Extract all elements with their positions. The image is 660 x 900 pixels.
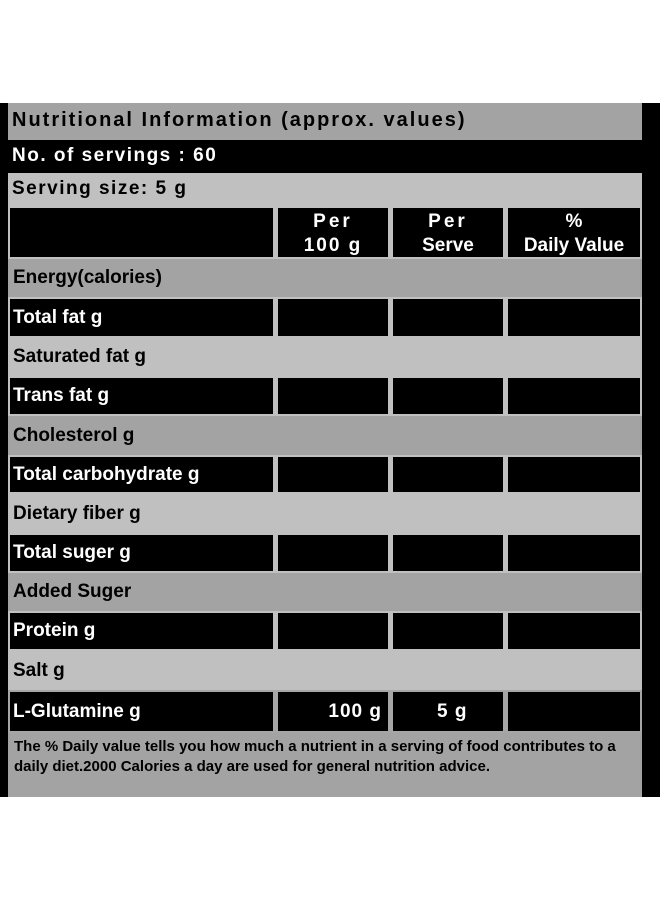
nutrient-label: Added Suger — [13, 581, 132, 602]
nutrient-row — [8, 651, 642, 690]
header-text: 100 g — [303, 235, 363, 256]
per-100g-cell — [278, 692, 388, 731]
nutrient-label: Salt g — [13, 659, 65, 681]
serving-size-row — [8, 173, 642, 206]
nutrient-row — [8, 494, 642, 533]
per-serve-cell — [393, 299, 503, 336]
nutrient-row — [8, 338, 642, 376]
per-100g-cell — [278, 457, 388, 492]
per-100g-value: 100 g — [328, 700, 382, 722]
nutrient-row — [8, 416, 642, 455]
nutrient-row — [8, 611, 642, 651]
nutrient-row — [8, 533, 642, 573]
header-per-100g — [278, 208, 388, 257]
daily-value-cell — [508, 692, 640, 731]
header-text: Serve — [422, 235, 474, 256]
per-serve-cell — [393, 692, 503, 731]
nutrient-row — [8, 455, 642, 494]
nutrient-row — [8, 297, 642, 338]
nutrient-label-cell — [10, 299, 273, 336]
nutrient-label-cell — [10, 378, 273, 414]
nutrition-label — [0, 103, 660, 797]
daily-value-cell — [508, 535, 640, 571]
daily-value-cell — [508, 299, 640, 336]
header-per-serve — [393, 208, 503, 257]
nutrient-label-cell — [10, 692, 273, 731]
header-row — [8, 206, 642, 259]
nutrient-label: Total carbohydrate g — [13, 463, 200, 485]
nutrient-label: L-Glutamine g — [13, 700, 141, 722]
nutrient-label-cell — [10, 613, 273, 649]
per-100g-cell — [278, 535, 388, 571]
nutrient-label: Dietary fiber g — [13, 502, 141, 524]
footnote: The % Daily value tells you how much a nutrient in a serving of food contributes to a daily diet.2000 Calories a day are used for general nutrition advice. — [8, 733, 642, 797]
per-serve-cell — [393, 613, 503, 649]
nutrient-row — [8, 573, 642, 611]
nutrient-label-cell — [10, 535, 273, 571]
per-100g-cell — [278, 613, 388, 649]
nutrient-label: Trans fat g — [13, 385, 110, 406]
nutrient-row — [8, 376, 642, 416]
nutrient-row — [8, 690, 642, 733]
header-text: % — [565, 211, 583, 232]
daily-value-cell — [508, 378, 640, 414]
nutrient-label: Total suger g — [13, 542, 131, 563]
title: Nutritional Information (approx. values) — [12, 109, 467, 131]
servings: No. of servings : 60 — [12, 145, 218, 166]
header-blank — [10, 208, 273, 257]
nutrient-label: Cholesterol g — [13, 424, 135, 446]
serving-size: Serving size: 5 g — [12, 178, 188, 199]
daily-value-cell — [508, 613, 640, 649]
nutrient-label-cell — [10, 457, 273, 492]
per-serve-cell — [393, 378, 503, 414]
nutrition-panel — [8, 103, 642, 797]
daily-value-cell — [508, 457, 640, 492]
per-100g-cell — [278, 299, 388, 336]
per-100g-cell — [278, 378, 388, 414]
per-serve-cell — [393, 457, 503, 492]
nutrient-label: Saturated fat g — [13, 346, 147, 367]
per-serve-cell — [393, 535, 503, 571]
nutrient-label: Total fat g — [13, 306, 103, 328]
header-text: Daily Value — [523, 235, 625, 256]
title-row — [8, 103, 642, 140]
header-daily-value — [508, 208, 640, 257]
header-text: Per — [313, 211, 353, 232]
servings-row — [8, 140, 642, 173]
nutrient-label: Energy(calories) — [13, 267, 162, 288]
nutrient-label: Protein g — [13, 620, 96, 641]
per-serve-value: 5 g — [437, 700, 468, 722]
header-text: Per — [428, 211, 468, 232]
nutrient-row — [8, 259, 642, 297]
